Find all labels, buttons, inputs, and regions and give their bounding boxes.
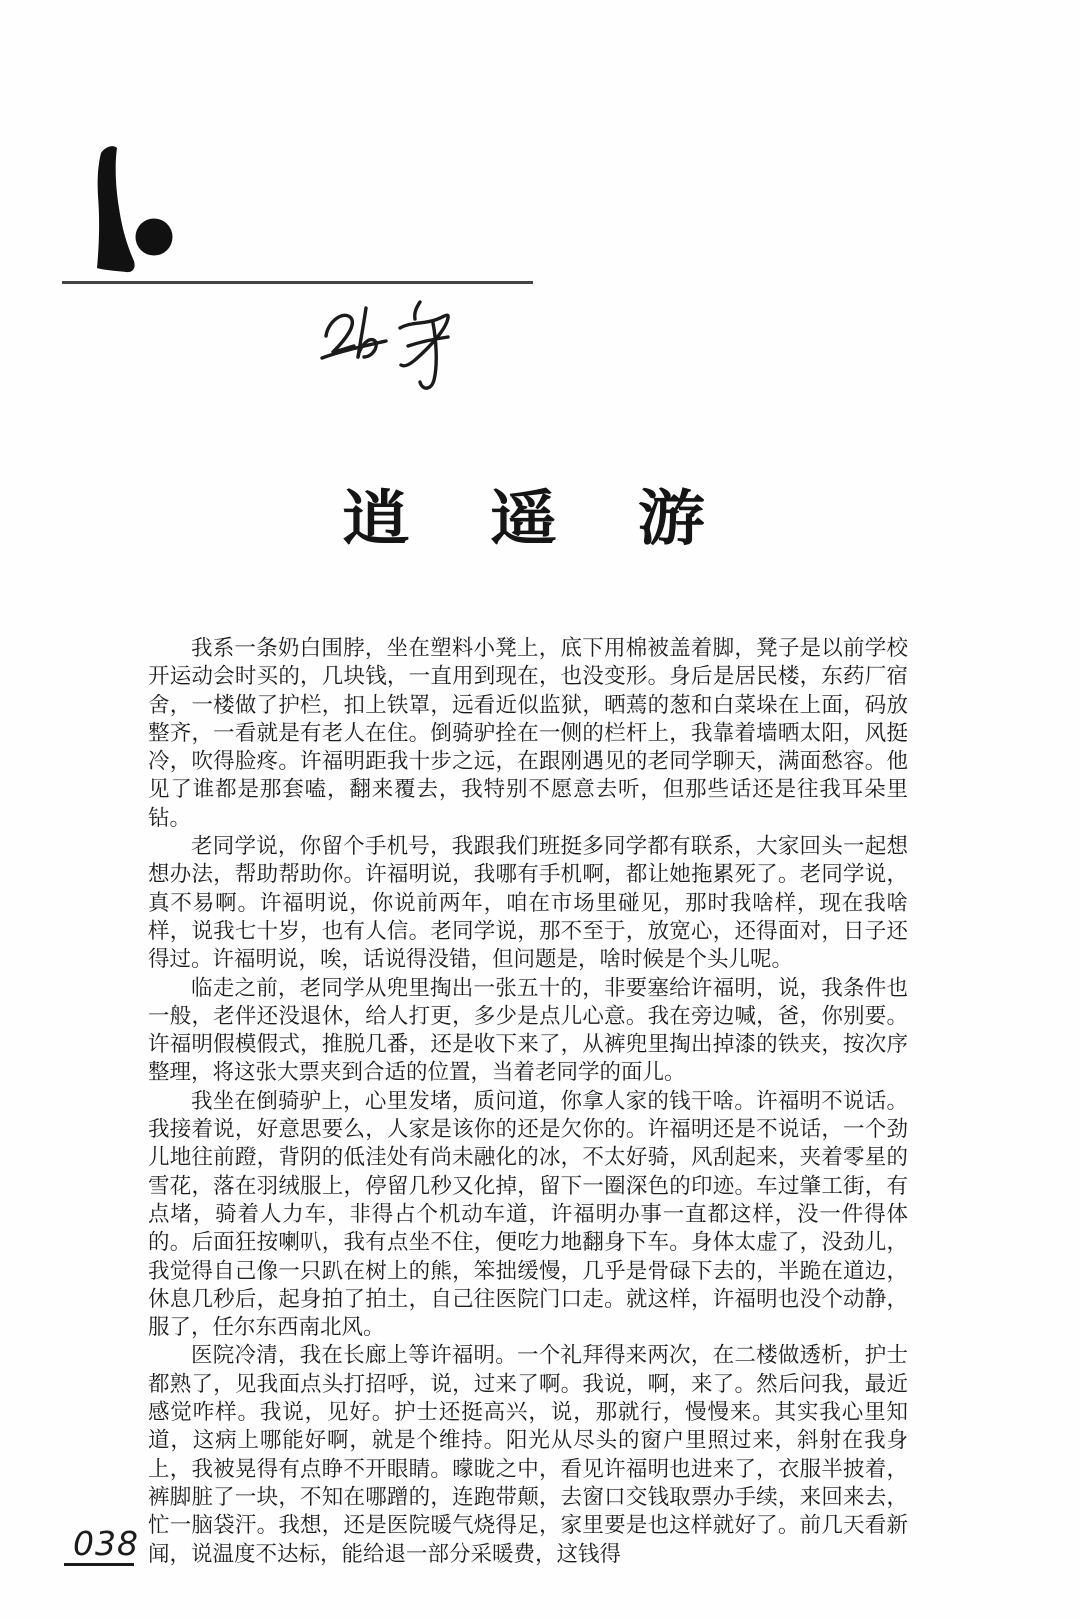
story-paragraph: 医院冷清，我在长廊上等许福明。一个礼拜得来两次，在二楼做透析，护士都熟了，见我面点头打招呼，说，过来了啊。我说，啊，来了。然后问我，最近感觉咋样。我说，见好。护士还挺高兴，说，那就行，慢慢来。其实我心里知道，这病上哪能好啊，就是个维持。阳光从尽头的窗户里照过来，斜射在我身上，我被晃得有点睁不开眼睛。曚昽之中，看见许福明也进来了，衣服半披着，裤脚脏了一块，不知在哪蹭的，连跑带颠，去窗口交钱取票办手续，来回来去，忙一脑袋汗。我想，还是医院暖气烧得足，家里要是也这样就好了。前几天看新闻，说温度不达标，能给退一部分采暖费，这钱得 [148,1343,908,1566]
story-paragraph: 老同学说，你留个手机号，我跟我们班挺多同学都有联系，大家回头一起想想办法，帮助帮助你。许福明说，我哪有手机啊，都让她拖累死了。老同学说，真不易啊。许福明说，你说前两年，咱在市场里碰见，那时我啥样，现在我啥样，说我七十岁，也有人信。老同学说，那不至于，放宽心，还得面对，日子还得过。许福明说，唉，话说得没错，但问题是，啥时候是个头儿呢。 [148,834,908,972]
story-paragraph: 我系一条奶白围脖，坐在塑料小凳上，底下用棉被盖着脚，凳子是以前学校开运动会时买的，几块钱，一直用到现在，也没变形。身后是居民楼，东药厂宿舍，一楼做了护栏，扣上铁罩，远看近似监狱，晒蔫的葱和白菜垛在上面，码放整齐，一看就是有老人在住。倒骑驴拴在一侧的栏杆上，我靠着墙晒太阳，风挺冷，吹得脸疼。许福明距我十步之远，在跟刚遇见的老同学聊天，满面愁容。他见了谁都是那套嗑，翻来覆去，我特别不愿意去听，但那些话还是往我耳朵里钻。 [148,636,908,830]
author-signature [316,294,466,396]
story-paragraph: 临走之前，老同学从兜里掏出一张五十的，非要塞给许福明，说，我条件也一般，老伴还没退休，给人打更，多少是点儿心意。我在旁边喊，爸，你别要。许福明假模假式，推脱几番，还是收下来了，从裤兜里掏出掉漆的铁夹，按次序整理，将这张大票夹到合适的位置，当着老同学的面儿。 [148,975,908,1085]
page-title: 逍遥游 [342,486,786,552]
header-divider [62,281,533,284]
page-number-underline [64,1563,134,1566]
logo-dot [136,219,173,256]
brush-stroke-logo-icon [88,142,180,280]
page-number: 038 [73,1524,139,1563]
story-paragraph: 我坐在倒骑驴上，心里发堵，质问道，你拿人家的钱干啥。许福明不说话。我接着说，好意思要么，人家是该你的还是欠你的。许福明还是不说话，一个劲儿地往前蹬，背阴的低洼处有尚未融化的冰，不太好骑，风刮起来，夹着零星的雪花，落在羽绒服上，停留几秒又化掉，留下一圈深色的印迹。车过肇工街，有点堵，骑着人力车，非得占个机动车道，许福明办事一直都这样，没一件得体的。后面狂按喇叭，我有点坐不住，便吃力地翻身下车。身体太虚了，没劲儿，我觉得自己像一只趴在树上的熊，笨拙缓慢，几乎是骨碌下去的，半跪在道边，休息几秒后，起身拍了拍土，自己往医院门口走。就这样，许福明也没个动静，服了，任尔东西南北风。 [148,1088,908,1340]
story-body [148,634,908,1568]
